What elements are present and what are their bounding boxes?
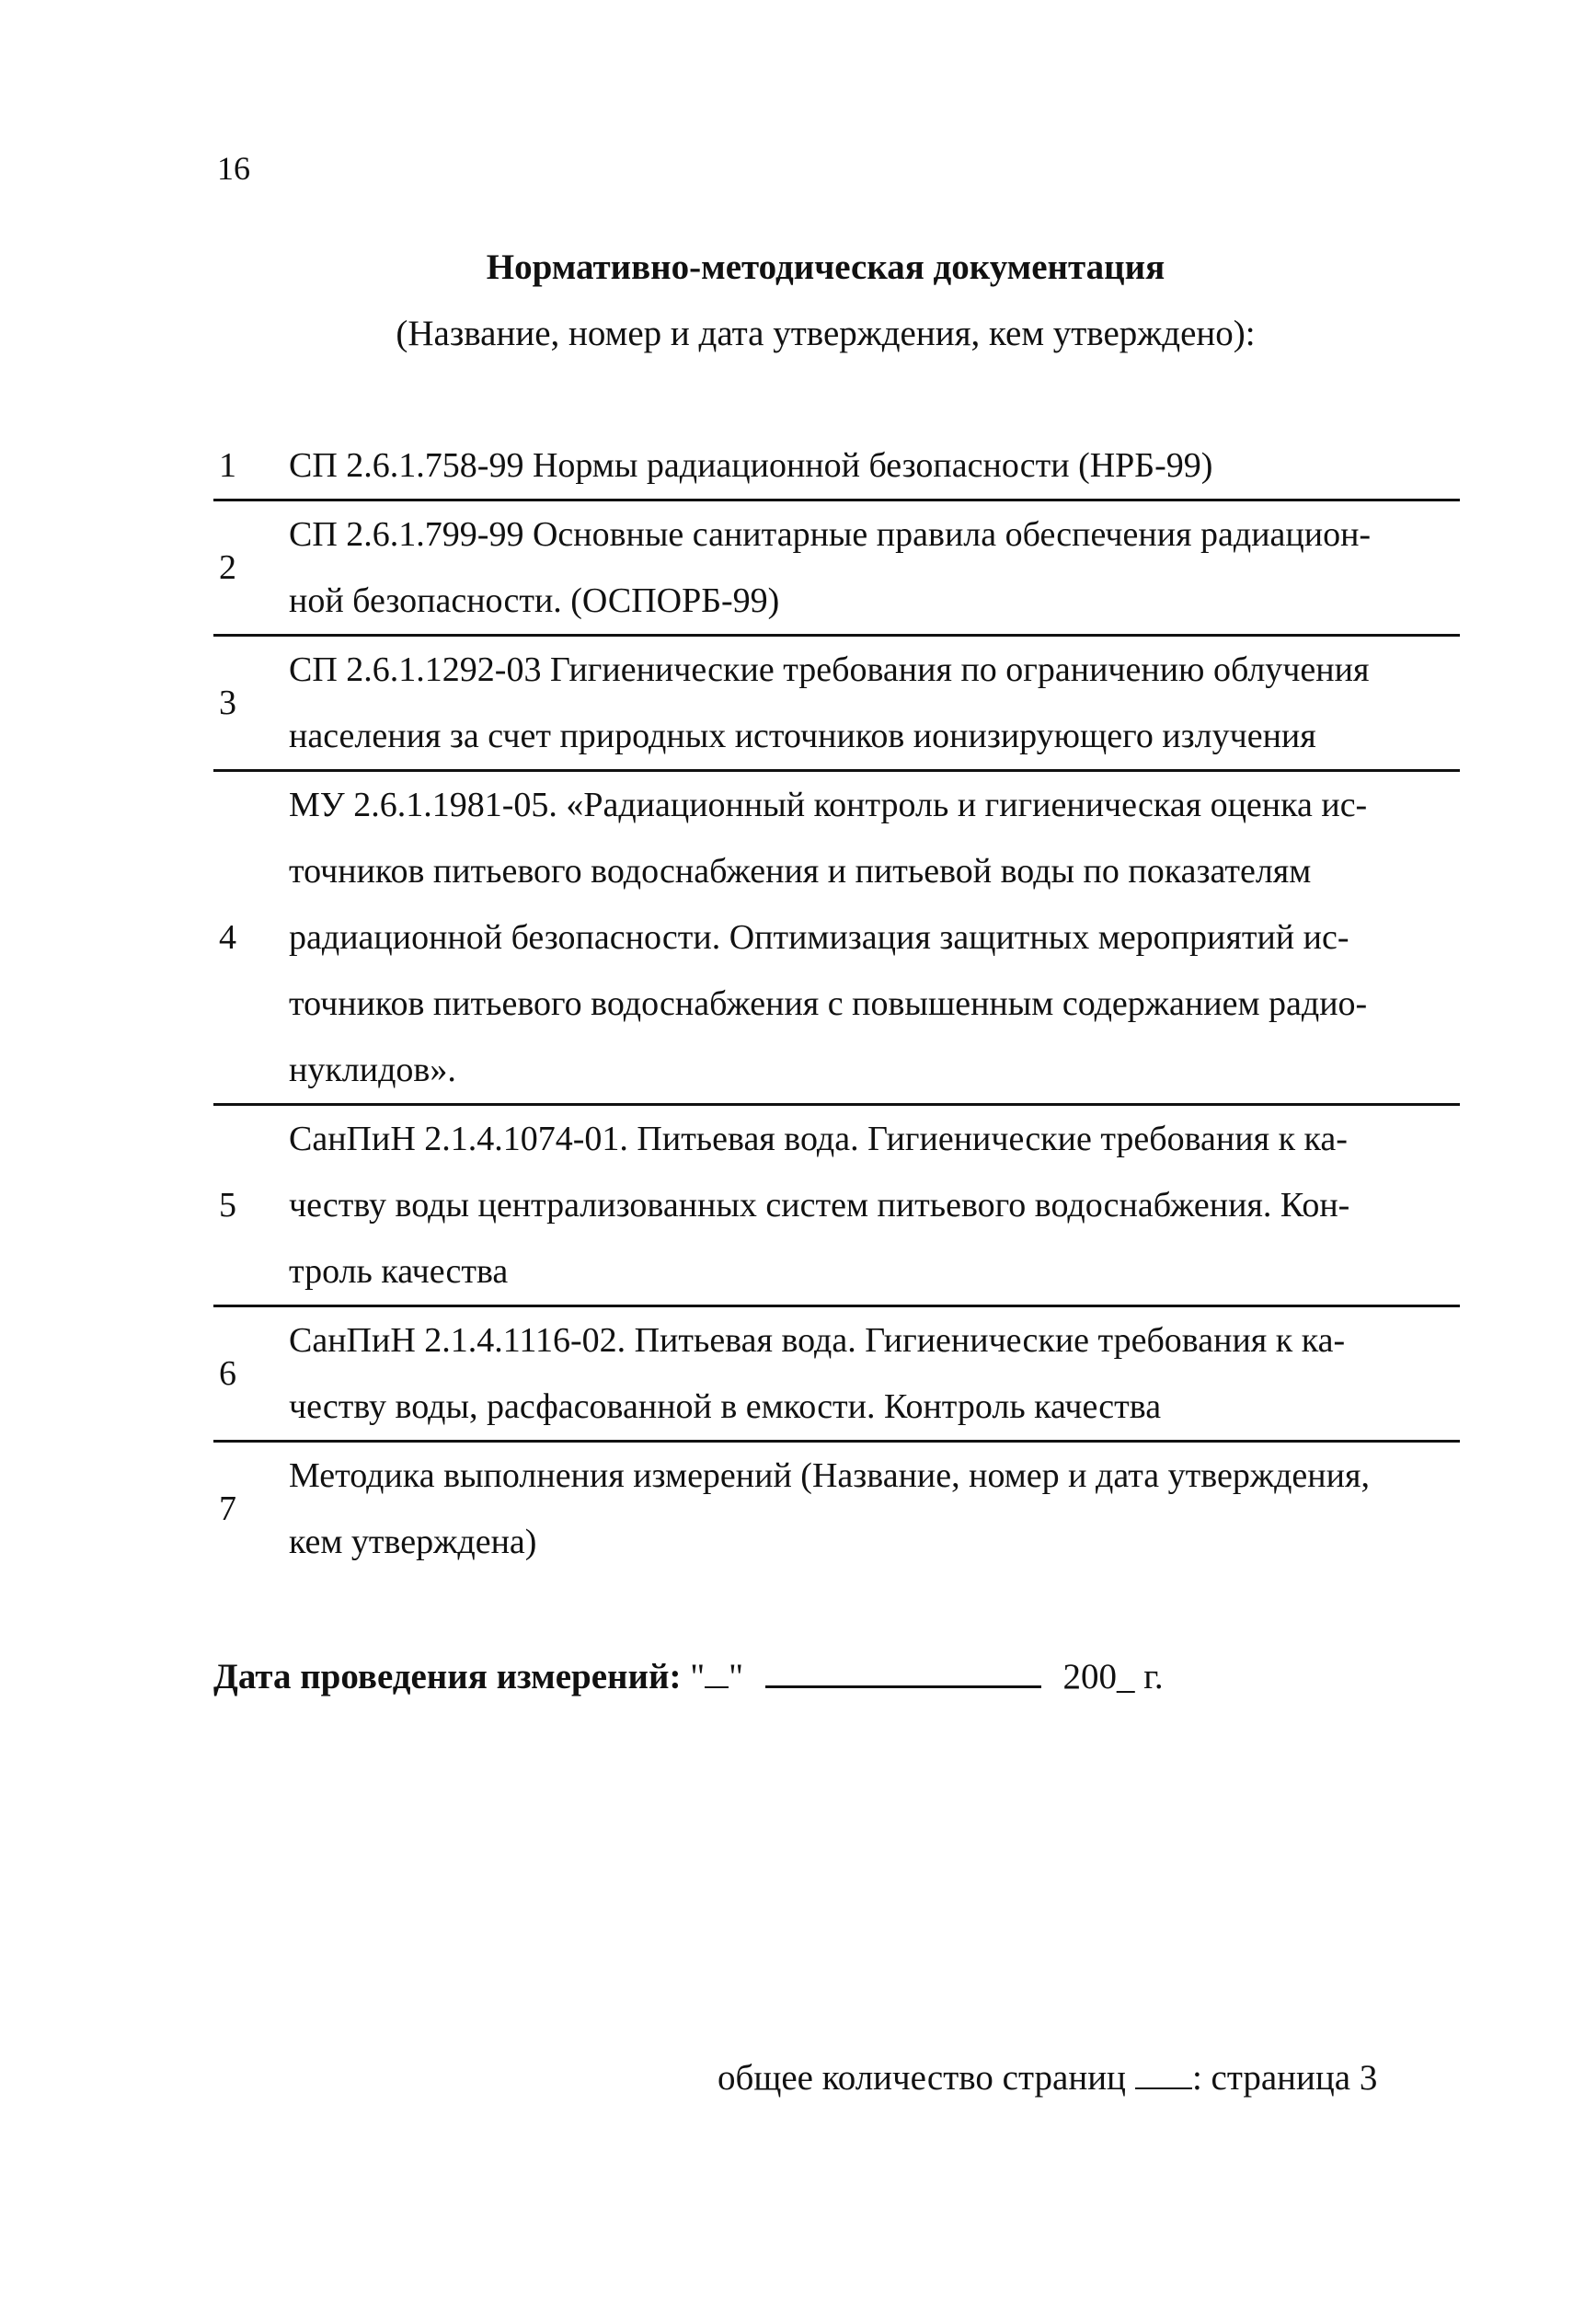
document-row: [213, 432, 1460, 499]
page-footer: [718, 2057, 1377, 2099]
document-text-line: Методика выполнения измерений (Название, номер и дата утверждения,: [289, 1456, 1370, 1495]
document-row: [213, 769, 1460, 1103]
document-text-line: честву воды централизованных систем питьевого водоснабжения. Кон-: [289, 1186, 1350, 1225]
quote-close: ": [729, 1657, 744, 1696]
document-text-line: ной безопасности. (ОСПОРБ-99): [289, 581, 780, 620]
document-text-line: кем утверждена): [289, 1523, 537, 1561]
document-row: [213, 1103, 1460, 1305]
document-text-line: троль качества: [289, 1252, 509, 1291]
document-row-text: [289, 1443, 1460, 1575]
document-text-line: СП 2.6.1.1292-03 Гигиенические требования по ограничению облучения: [289, 650, 1370, 689]
current-page-label: : страница 3: [1191, 2058, 1378, 2098]
document-row-text: [289, 1106, 1460, 1305]
document-text-line: СанПиН 2.1.4.1074-01. Питьевая вода. Гигиенические требования к ка-: [289, 1120, 1348, 1158]
document-row-number: 7: [219, 1489, 236, 1528]
total-pages-label: общее количество страниц: [718, 2058, 1126, 2098]
day-blank: [705, 1659, 729, 1688]
document-row-text: [289, 432, 1460, 499]
document-text-line: радиационной безопасности. Оптимизация защитных мероприятий ис-: [289, 918, 1349, 957]
document-text-line: точников питьевого водоснабжения с повышенным содержанием радио-: [289, 984, 1368, 1023]
document-row-text: [289, 501, 1460, 634]
document-row-text: [289, 1307, 1460, 1440]
year-text: 200_ г.: [1062, 1657, 1164, 1696]
document-row-text: [289, 637, 1460, 769]
measurement-date-line: [213, 1656, 1164, 1697]
document-row-number: 3: [219, 684, 236, 722]
document-row-number: 1: [219, 446, 236, 485]
document-text-line: населения за счет природных источников ионизирующего излучения: [289, 717, 1316, 755]
month-blank: [765, 1658, 1041, 1688]
document-row: [213, 634, 1460, 769]
document-text-line: МУ 2.6.1.1981-05. «Радиационный контроль и гигиеническая оценка ис-: [289, 786, 1368, 824]
quote-open: ": [690, 1657, 706, 1696]
document-subtitle: (Название, номер и дата утверждения, кем утверждено):: [396, 314, 1256, 353]
document-row-number: 5: [219, 1186, 236, 1225]
document-text-line: СП 2.6.1.758-99 Нормы радиационной безопасности (НРБ-99): [289, 446, 1213, 485]
document-title: Нормативно-методическая документация: [486, 247, 1165, 287]
document-text-line: точников питьевого водоснабжения и питьевой воды по показателям: [289, 852, 1312, 891]
measurement-date-label: Дата проведения измерений:: [213, 1657, 682, 1696]
document-row-number: 4: [219, 918, 236, 957]
document-text-line: честву воды, расфасованной в емкости. Контроль качества: [289, 1387, 1162, 1426]
document-text-line: СП 2.6.1.799-99 Основные санитарные правила обеспечения радиацион-: [289, 515, 1372, 554]
document-row-number: 2: [219, 548, 236, 587]
document-text-line: нуклидов».: [289, 1051, 456, 1089]
document-row: [213, 499, 1460, 634]
page-number: 16: [217, 150, 250, 187]
document-row-number: 6: [219, 1354, 236, 1393]
normative-documents-list: [213, 432, 1460, 1575]
document-text-line: СанПиН 2.1.4.1116-02. Питьевая вода. Гигиенические требования к ка-: [289, 1321, 1346, 1360]
document-row-text: [289, 772, 1460, 1103]
document-row: [213, 1305, 1460, 1440]
total-pages-blank: [1135, 2060, 1192, 2089]
document-row: [213, 1440, 1460, 1575]
